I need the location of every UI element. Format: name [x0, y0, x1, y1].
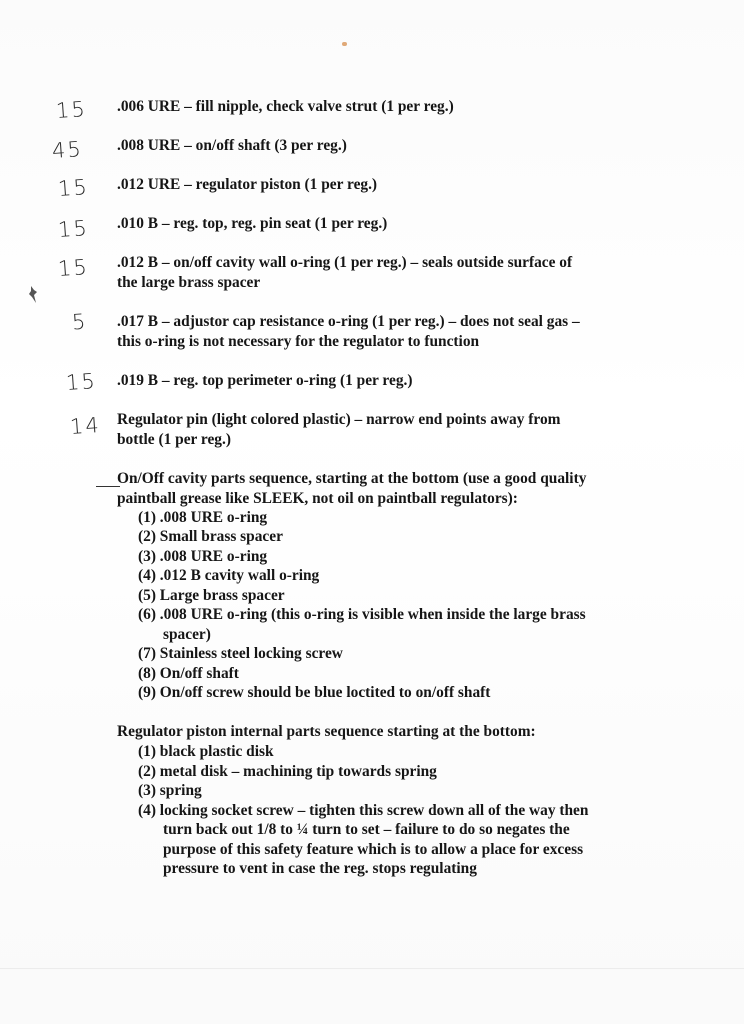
part-line: the large brass spacer: [117, 274, 261, 291]
list-item-continued: purpose of this safety feature which is to allow a place for excess: [163, 841, 584, 858]
page-fold-line: [0, 968, 744, 969]
list-item: (4) .012 B cavity wall o-ring: [138, 567, 320, 584]
list-item: (9) On/off screw should be blue loctited to on/off shaft: [138, 684, 491, 701]
part-line: .012 B – on/off cavity wall o-ring (1 per reg.) – seals outside surface of: [117, 254, 573, 271]
list-item: (7) Stainless steel locking screw: [138, 645, 343, 662]
list-item: (2) metal disk – machining tip towards spring: [138, 763, 437, 780]
handwritten-count: 15: [57, 254, 90, 282]
handwritten-count: 15: [57, 174, 90, 202]
list-item: (3) spring: [138, 782, 202, 799]
list-item-continued: turn back out 1/8 to ¼ turn to set – failure to do so negates the: [163, 821, 570, 838]
list-item: (2) Small brass spacer: [138, 528, 283, 545]
list-item-continued: spacer): [163, 626, 211, 643]
handwritten-count: 15: [57, 215, 90, 243]
list-item: (3) .008 URE o-ring: [138, 548, 268, 565]
part-line: bottle (1 per reg.): [117, 431, 231, 448]
part-line: .010 B – reg. top, reg. pin seat (1 per reg.): [117, 215, 388, 232]
section-heading: On/Off cavity parts sequence, starting at the bottom (use a good quality: [117, 470, 587, 487]
handwritten-count: 15: [65, 368, 98, 396]
part-line: .017 B – adjustor cap resistance o-ring (1 per reg.) – does not seal gas –: [117, 313, 580, 330]
list-item: (4) locking socket screw – tighten this screw down all of the way then: [138, 802, 589, 819]
list-item: (1) black plastic disk: [138, 743, 274, 760]
list-item: (1) .008 URE o-ring: [138, 509, 268, 526]
list-item-continued: pressure to vent in case the reg. stops regulating: [163, 860, 477, 877]
part-line: this o-ring is not necessary for the regulator to function: [117, 333, 480, 350]
list-item: (6) .008 URE o-ring (this o-ring is visible when inside the large brass: [138, 606, 586, 623]
part-line: .012 URE – regulator piston (1 per reg.): [117, 176, 378, 193]
part-line: .008 URE – on/off shaft (3 per reg.): [117, 137, 347, 154]
handwritten-count: 15: [55, 96, 88, 124]
handwritten-count: 45: [51, 136, 84, 164]
part-line: .019 B – reg. top perimeter o-ring (1 per reg.): [117, 372, 413, 389]
handwritten-count: 14: [69, 412, 102, 440]
handwritten-count: 5: [71, 309, 89, 335]
section-heading: Regulator piston internal parts sequence starting at the bottom:: [117, 723, 536, 740]
part-line: Regulator pin (light colored plastic) – narrow end points away from: [117, 411, 561, 428]
scan-speck: [342, 42, 347, 46]
section-heading: paintball grease like SLEEK, not oil on paintball regulators):: [117, 490, 518, 507]
ink-blot-mark: [28, 286, 38, 304]
list-item: (8) On/off shaft: [138, 665, 239, 682]
list-item: (5) Large brass spacer: [138, 587, 285, 604]
part-line: .006 URE – fill nipple, check valve strut (1 per reg.): [117, 98, 454, 115]
